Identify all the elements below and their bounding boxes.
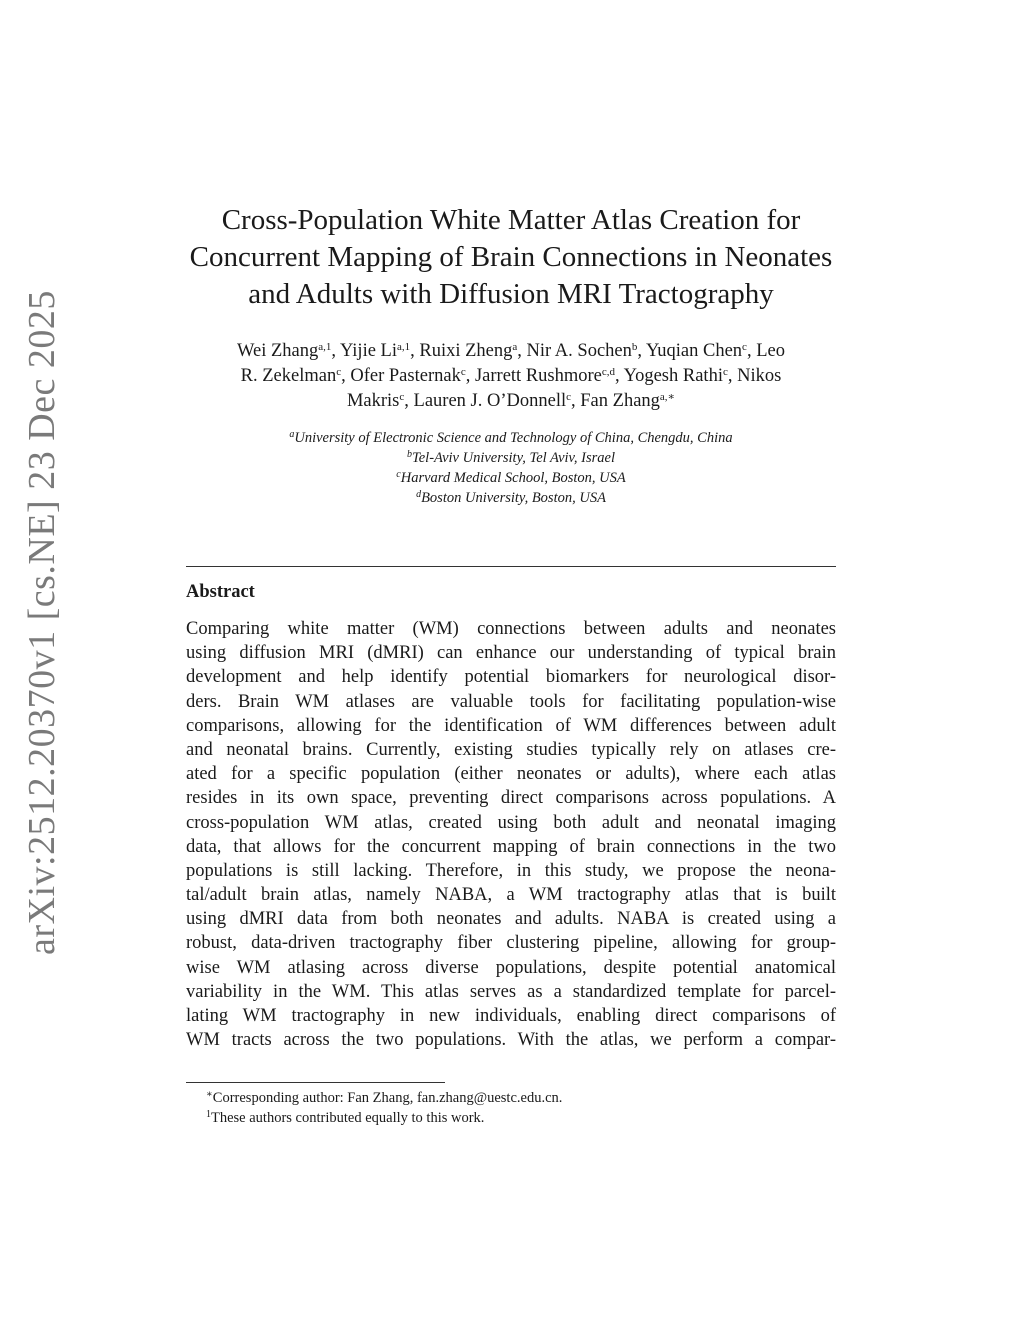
title-line: and Adults with Diffusion MRI Tractography <box>248 278 774 310</box>
paper-title <box>186 202 836 313</box>
affiliation-list <box>186 428 836 508</box>
abstract-heading: Abstract <box>186 582 255 602</box>
abstract-line: comparisons, allowing for the identification of WM differences between adult <box>186 715 836 736</box>
abstract-line: variability in the WM. This atlas serves as a standardized template for parcel- <box>186 981 836 1002</box>
abstract-line: Comparing white matter (WM) connections between adults and neonates <box>186 619 836 639</box>
title-line: Concurrent Mapping of Brain Connections in Neonates <box>189 241 833 273</box>
abstract-line: tal/adult brain atlas, namely NABA, a WM tractography atlas that is built <box>186 885 836 906</box>
footnote-equal-contribution: $^1$These authors contributed equally to this work. <box>206 1109 485 1126</box>
abstract-line: cross-population WM atlas, created using both adult and neonatal imaging <box>186 812 836 833</box>
affiliation: $^a$University of Electronic Science and Technology of China, Chengdu, China <box>289 429 733 446</box>
abstract-line: ders. Brain WM atlases are valuable tools for facilitating population-wise <box>186 691 836 712</box>
abstract-line: populations is still lacking. Therefore, in this study, we propose the neona- <box>186 860 836 881</box>
abstract-line: wise WM atlasing across diverse populations, despite potential anatomical <box>186 957 836 978</box>
author-line: Makris$^c$, Lauren J. O’Donnell$^c$, Fan Zhang$^{a,∗}$ <box>346 391 676 411</box>
abstract-divider <box>186 566 836 567</box>
abstract-line: lating WM tractography in new individuals, enabling direct comparisons of <box>186 1006 836 1026</box>
title-line: Cross-Population White Matter Atlas Creation for <box>221 204 801 236</box>
abstract-line: data, that allows for the concurrent mapping of brain connections in the two <box>186 836 836 857</box>
affiliation: $^d$Boston University, Boston, USA <box>416 489 606 506</box>
abstract-line: using diffusion MRI (dMRI) can enhance our understanding of typical brain <box>186 643 836 664</box>
abstract-line: development and help identify potential biomarkers for neurological disor- <box>186 667 836 688</box>
abstract-body <box>186 617 836 1052</box>
author-line: R. Zekelman$^c$, Ofer Pasternak$^c$, Jarrett Rushmore$^{c,d}$, Yogesh Rathi$^c$, Nikos <box>240 366 782 386</box>
affiliation: $^c$Harvard Medical School, Boston, USA <box>396 469 626 486</box>
abstract-line: using dMRI data from both neonates and adults. NABA is created using a <box>186 909 836 930</box>
affiliation: $^b$Tel-Aviv University, Tel Aviv, Israel <box>407 449 615 466</box>
author-line: Wei Zhang$^{a,1}$, Yijie Li$^{a,1}$, Ruixi Zheng$^a$, Nir A. Sochen$^b$, Yuqian Chen$^c$, Leo <box>237 341 785 361</box>
abstract-line: WM tracts across the two populations. With the atlas, we perform a compar- <box>186 1030 836 1051</box>
abstract-line: ated for a specific population (either neonates or adults), where each atlas <box>186 764 836 785</box>
abstract-line: robust, data-driven tractography fiber clustering pipeline, allowing for group- <box>186 933 836 954</box>
footnote-divider <box>186 1082 445 1083</box>
footnotes <box>206 1088 836 1128</box>
arxiv-identifier-stamp: arXiv:2512.20370v1 [cs.NE] 23 Dec 2025 <box>21 290 63 955</box>
abstract-line: and neonatal brains. Currently, existing studies typically rely on atlases cre- <box>186 739 836 760</box>
footnote-corresponding-author: ∗Corresponding author: Fan Zhang, fan.zhang@uestc.edu.cn. <box>206 1089 563 1106</box>
abstract-line: resides in its own space, preventing direct comparisons across populations. A <box>186 788 836 809</box>
author-list <box>186 339 836 414</box>
